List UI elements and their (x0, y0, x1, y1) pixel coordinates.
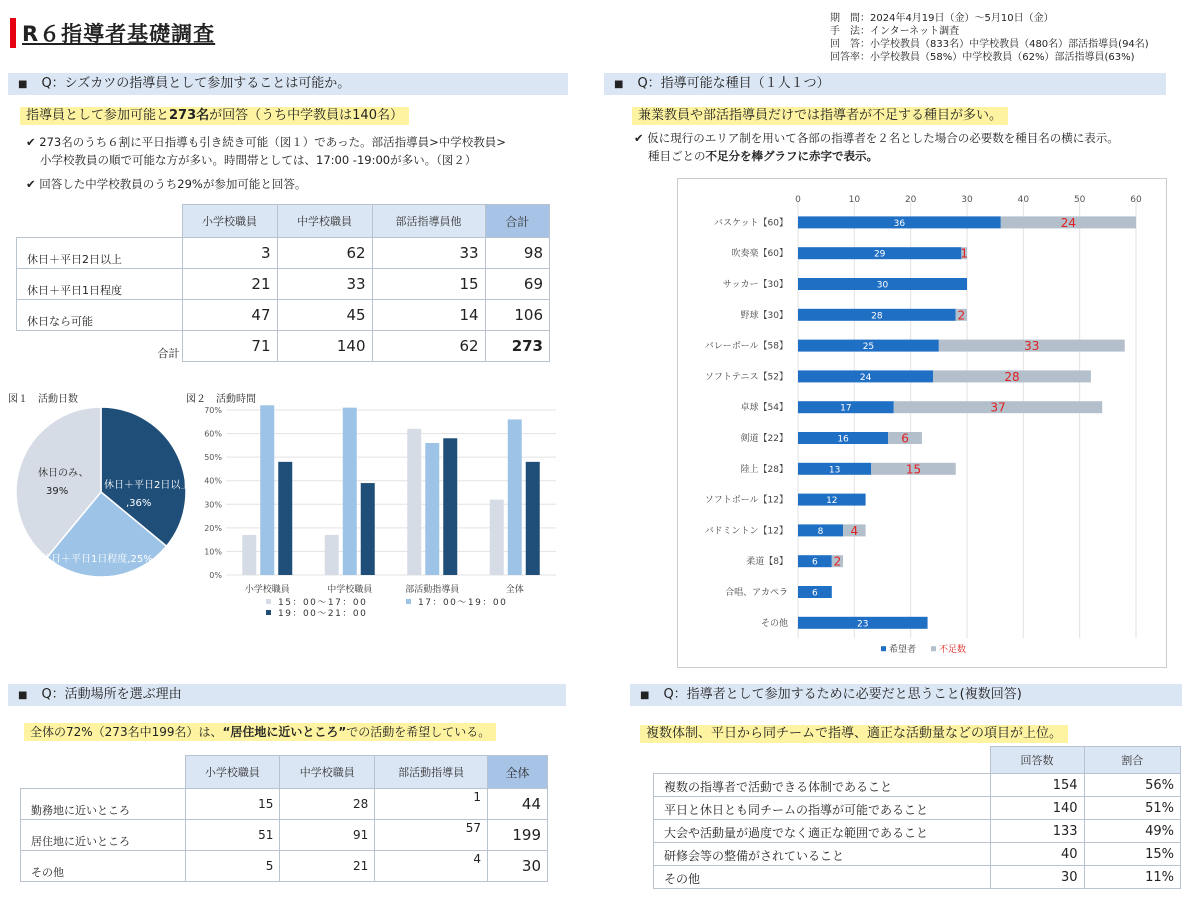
legend-swatch (266, 599, 271, 604)
category-label: 卓球【54】 (740, 403, 788, 414)
y-tick-label: 40% (204, 476, 222, 486)
check-icon: ✔ (26, 135, 40, 149)
shortage-value-label: 2 (833, 554, 842, 569)
hope-value-label: 36 (893, 218, 906, 229)
x-tick-label: 中学校職員 (327, 585, 373, 595)
section2-header: ■ Q：指導可能な種目（１人１つ） (604, 73, 1166, 95)
category-label: 合唱、アカペラ (725, 588, 788, 598)
column-bar (425, 443, 439, 575)
y-tick-label: 10% (204, 547, 222, 557)
hope-value-label: 6 (812, 588, 818, 599)
title-accent-bar (10, 18, 16, 48)
section1-table (16, 204, 550, 362)
legend-swatch (931, 646, 936, 651)
column-bar (343, 408, 357, 575)
shortage-value-label: 37 (990, 400, 1006, 415)
x-tick-label: 0 (795, 195, 801, 205)
column-bar (508, 419, 522, 575)
legend-swatch (406, 599, 411, 604)
table-row: 研修会等の整備がされていること 40 15% (654, 843, 1181, 866)
legend-label: 不足数 (939, 645, 967, 656)
pie-label: 休日＋平日2日以上 (104, 480, 191, 491)
pie-chart (8, 402, 194, 582)
table-row: 休日＋平日2日以上 3 62 33 98 (17, 238, 550, 269)
column-bar (242, 535, 256, 575)
hope-value-label: 25 (862, 342, 875, 353)
square-bullet-icon: ■ (18, 79, 28, 90)
hbar-chart (677, 178, 1167, 668)
column-bar (325, 535, 339, 575)
hope-value-label: 17 (840, 403, 852, 414)
col-header: 小学校職員 (182, 205, 277, 238)
x-tick-label: 20 (904, 195, 917, 205)
meta-method: 手 法：インターネット調査 (830, 26, 960, 37)
table-row: 居住地に近いところ 51 91 57 199 (21, 820, 548, 851)
col-header: 中学校職員 (277, 205, 372, 238)
table-row: その他 30 11% (654, 866, 1181, 889)
hope-value-label: 13 (828, 465, 841, 476)
table-row: 勤務地に近いところ 15 28 1 44 (21, 789, 548, 820)
pie-label: ,36% (126, 498, 152, 509)
pie-label: 39% (46, 486, 69, 497)
y-tick-label: 60% (204, 429, 222, 439)
column-bar (361, 483, 375, 575)
y-tick-label: 70% (204, 406, 222, 415)
legend-swatch (266, 610, 271, 615)
table-row: その他 5 21 4 30 (21, 851, 548, 882)
col-header: 回答数 (990, 747, 1084, 774)
category-label: 柔道【8】 (746, 557, 788, 568)
meta-period: 期 間：2024年4月19日（金）～5月10日（金） (830, 13, 1054, 24)
col-header: 割合 (1084, 747, 1180, 774)
table-row: 休日なら可能 47 45 14 106 (17, 300, 550, 331)
category-label: バスケット【60】 (713, 218, 788, 229)
table-row: 大会や活動量が過度でなく適正な範囲であること 133 49% (654, 820, 1181, 843)
legend-label: 15：00～17：00 (278, 598, 368, 608)
survey-meta (830, 12, 1149, 64)
col-header-total: 全体 (488, 756, 548, 789)
shortage-value-label: 2 (957, 308, 966, 323)
shortage-value-label: 33 (1024, 339, 1040, 354)
category-label: バレーボール【58】 (704, 341, 788, 352)
shortage-value-label: 24 (1060, 215, 1077, 230)
column-bar (490, 500, 504, 575)
section2-headline: 兼業教員や部活指導員だけでは指導者が不足する種目が多い。 (632, 107, 1008, 125)
x-tick-label: 60 (1130, 195, 1142, 205)
category-label: バドミントン【12】 (704, 526, 788, 537)
hope-value-label: 23 (857, 619, 869, 630)
section1-headline: 指導員として参加可能と273名が回答（うち中学教員は140名） (20, 107, 409, 125)
hope-value-label: 6 (812, 557, 818, 568)
hope-value-label: 8 (817, 526, 824, 537)
hope-value-label: 30 (876, 280, 889, 291)
hope-value-label: 16 (837, 434, 849, 445)
meta-rate: 回答率：小学校教員（58%）中学校教員（62%）部活指導員(63%) (830, 52, 1135, 63)
hope-value-label: 28 (871, 311, 883, 322)
section4-headline: 複数体制、平日から同チームで指導、適正な活動量などの項目が上位。 (640, 725, 1068, 743)
column-bar (526, 462, 540, 575)
category-label: 吹奏楽【60】 (731, 249, 788, 260)
category-label: ソフトテニス【52】 (704, 372, 788, 383)
fig2-caption: 図２ 活動時間 (186, 394, 256, 405)
x-tick-label: 部活動指導員 (405, 585, 460, 595)
category-label: その他 (760, 618, 788, 629)
column-chart (196, 398, 562, 626)
square-bullet-icon: ■ (640, 690, 650, 701)
table-total-row: 合計 71 140 62 273 (17, 331, 550, 362)
category-label: 野球【30】 (740, 310, 788, 321)
x-tick-label: 全体 (505, 585, 524, 595)
x-tick-label: 50 (1073, 195, 1086, 205)
section2-notes: ✔ 仮に現行のエリア制を用いて各部の指導者を２名とした場合の必要数を種目名の横に表示。 種目ごとの不足分を棒グラフに赤字で表示。 (634, 131, 1119, 163)
y-tick-label: 0% (209, 571, 222, 580)
table-row: 複数の指導者で活動できる体制であること 154 56% (654, 774, 1181, 797)
square-bullet-icon: ■ (18, 690, 28, 701)
col-header-total: 合計 (485, 205, 549, 238)
y-tick-label: 30% (204, 500, 222, 510)
table-row: 休日＋平日1日程度 21 33 15 69 (17, 269, 550, 300)
x-tick-label: 40 (1017, 195, 1030, 205)
col-header: 中学校職員 (280, 756, 375, 789)
pie-label: 休日のみ、 (38, 468, 89, 479)
legend-label: 17：00～19：00 (418, 598, 508, 608)
section4-header: ■ Q：指導者として参加するために必要だと思うこと(複数回答) (630, 684, 1182, 706)
shortage-value-label: 1 (960, 246, 969, 261)
shortage-value-label: 28 (1004, 369, 1020, 384)
hope-value-label: 29 (873, 249, 886, 260)
y-tick-label: 20% (204, 523, 222, 533)
fig1-caption: 図１ 活動日数 (8, 394, 78, 405)
x-tick-label: 小学校職員 (244, 585, 290, 595)
x-tick-label: 30 (961, 195, 973, 205)
shortage-value-label: 4 (850, 523, 859, 538)
category-label: ソフトボール【12】 (704, 495, 788, 506)
pie-label: 休日＋平日1日程度,25% (41, 554, 153, 565)
shortage-value-label: 15 (905, 462, 922, 477)
column-bar (443, 438, 457, 575)
x-tick-label: 10 (848, 195, 861, 205)
section1-header: ■ Q：シズカツの指導員として参加することは可能か。 (8, 73, 568, 95)
check-icon: ✔ (26, 177, 40, 191)
legend-label: 希望者 (889, 645, 917, 656)
column-bar (278, 462, 292, 575)
col-header: 部活動指導員 (375, 756, 488, 789)
square-bullet-icon: ■ (614, 79, 624, 90)
section3-headline: 全体の72%（273名中199名）は、“居住地に近いところ”での活動を希望している。 (24, 723, 496, 741)
category-label: 剣道【22】 (740, 434, 788, 444)
col-header: 部活指導員他 (372, 205, 485, 238)
column-bar (260, 405, 274, 575)
column-bar (407, 429, 421, 575)
hope-value-label: 24 (859, 372, 872, 383)
hope-value-label: 12 (826, 496, 838, 507)
legend-label: 19：00～21：00 (278, 609, 368, 619)
col-header: 小学校職員 (185, 756, 280, 789)
category-label: サッカー【30】 (722, 280, 788, 290)
table-row: 平日と休日とも同チームの指導が可能であること 140 51% (654, 797, 1181, 820)
y-tick-label: 50% (204, 453, 222, 463)
section1-notes: ✔ 273名のうち６割に平日指導も引き続き可能（図１）であった。部活指導員>中学校教員> 小学校教員の順で可能な方が多い。時間帯としては、17:00 -19:00が多い。（図２） ✔ 回答した中学校教員のうち29%が参加可能と回答。 (26, 135, 506, 191)
section4-table (653, 746, 1181, 889)
legend-swatch (881, 646, 886, 651)
section3-header: ■ Q：活動場所を選ぶ理由 (8, 684, 566, 706)
category-label: 陸上【28】 (740, 464, 788, 475)
shortage-value-label: 6 (901, 431, 909, 446)
page-title: R６指導者基礎調査 (22, 22, 216, 46)
section3-table (20, 755, 548, 882)
check-icon: ✔ (634, 131, 648, 145)
meta-answers: 回 答：小学校教員（833名）中学校教員（480名）部活指導員(94名) (830, 39, 1149, 50)
